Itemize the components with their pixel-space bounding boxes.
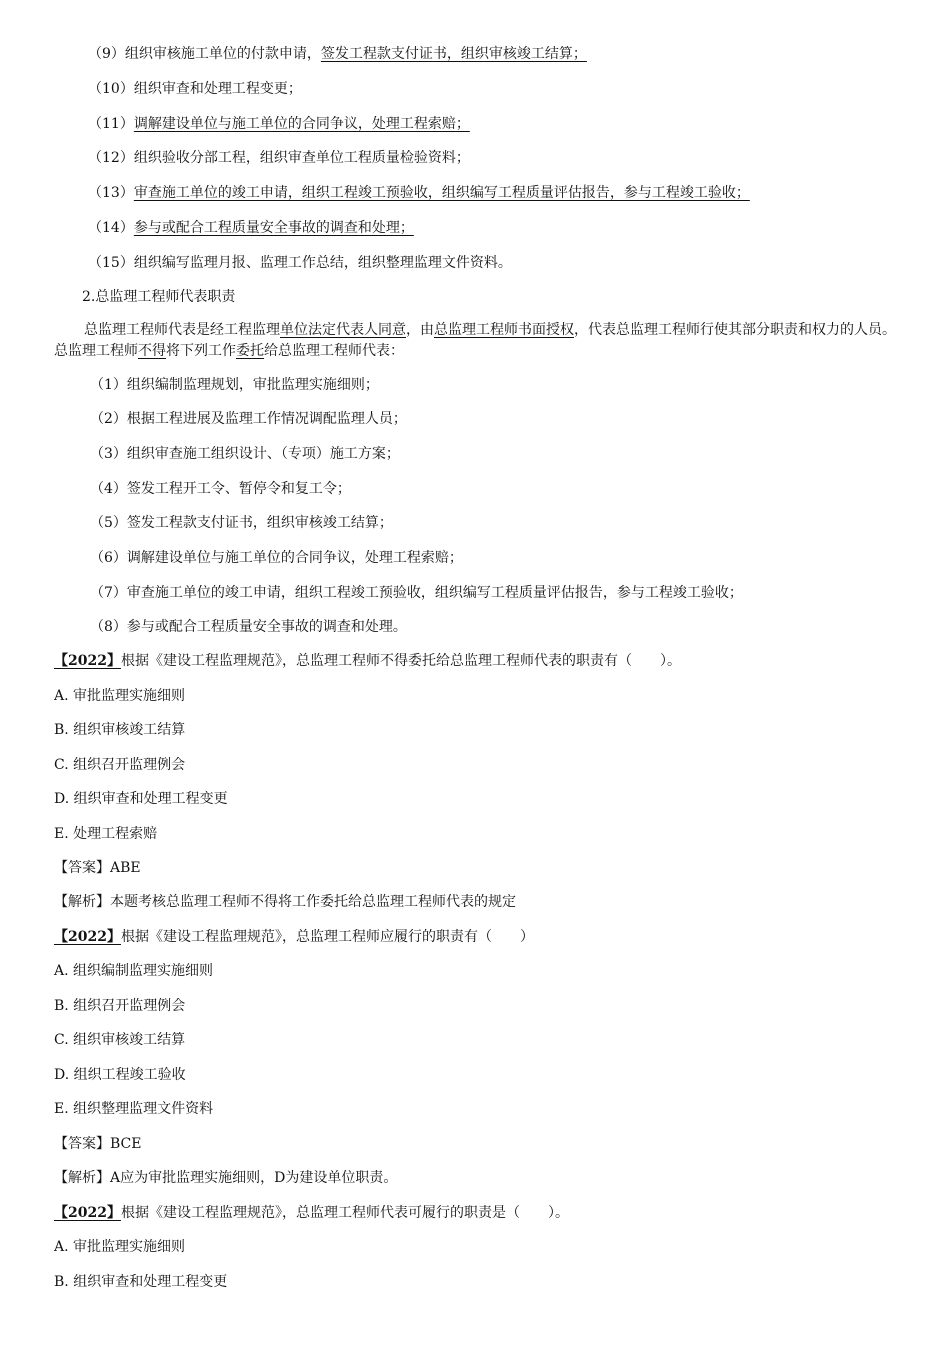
duty-item-10: （10）组织审查和处理工程变更；: [88, 81, 302, 97]
question-3-option-b: B. 组织审查和处理工程变更: [54, 1274, 228, 1290]
question-1-option-a: A. 审批监理实施细则: [54, 688, 186, 704]
question-1-option-c: C. 组织召开监理例会: [54, 757, 186, 773]
deputy-item-4: （4）签发工程开工令、暂停令和复工令；: [90, 481, 351, 497]
question-1-answer: 【答案】ABE: [54, 860, 141, 876]
deputy-item-7: （7）审查施工单位的竣工申请，组织工程竣工预验收，组织编写工程质量评估报告，参与工程竣工验收；: [90, 585, 743, 601]
question-2-option-c: C. 组织审核竣工结算: [54, 1032, 186, 1048]
question-2-answer: 【答案】BCE: [54, 1136, 142, 1152]
question-1-option-e: E. 处理工程索赔: [54, 826, 158, 842]
question-1-option-b: B. 组织审核竣工结算: [54, 722, 186, 738]
question-2-option-e: E. 组织整理监理文件资料: [54, 1101, 214, 1117]
deputy-item-3: （3）组织审查施工组织设计、（专项）施工方案；: [90, 446, 400, 462]
deputy-item-8: （8）参与或配合工程质量安全事故的调查和处理。: [90, 619, 407, 635]
question-1-stem: 【2022】根据《建设工程监理规范》，总监理工程师不得委托给总监理工程师代表的职责有（ ）。: [54, 653, 681, 669]
deputy-item-2: （2）根据工程进展及监理工作情况调配监理人员；: [90, 411, 407, 427]
question-2-option-a: A. 组织编制监理实施细则: [54, 963, 214, 979]
question-3-stem: 【2022】根据《建设工程监理规范》，总监理工程师代表可履行的职责是（ ）。: [54, 1205, 569, 1221]
question-2-option-b: B. 组织召开监理例会: [54, 998, 186, 1014]
section-heading: 2.总监理工程师代表职责: [82, 289, 236, 305]
question-1-analysis: 【解析】本题考核总监理工程师不得将工作委托给总监理工程师代表的规定: [54, 894, 516, 910]
intro-paragraph: 总监理工程师代表是经工程监理单位法定代表人同意，由总监理工程师书面授权，代表总监理工程师行使其部分职责和权力的人员。总监理工程师不得将下列工作委托给总监理工程师代表：: [54, 322, 896, 359]
question-3-option-a: A. 审批监理实施细则: [54, 1239, 186, 1255]
question-2-option-d: D. 组织工程竣工验收: [54, 1067, 186, 1083]
duty-item-12: （12）组织验收分部工程，组织审查单位工程质量检验资料；: [88, 150, 470, 166]
deputy-item-1: （1）组织编制监理规划，审批监理实施细则；: [90, 377, 379, 393]
deputy-item-6: （6）调解建设单位与施工单位的合同争议，处理工程索赔；: [90, 550, 463, 566]
question-1-option-d: D. 组织审查和处理工程变更: [54, 791, 228, 807]
year-tag: 【2022】: [54, 1205, 121, 1221]
duty-item-11: （11）调解建设单位与施工单位的合同争议，处理工程索赔；: [88, 116, 470, 132]
duty-item-15: （15）组织编写监理月报、监理工作总结，组织整理监理文件资料。: [88, 255, 512, 271]
question-2-analysis: 【解析】A应为审批监理实施细则，D为建设单位职责。: [54, 1170, 398, 1186]
deputy-item-5: （5）签发工程款支付证书，组织审核竣工结算；: [90, 515, 393, 531]
year-tag: 【2022】: [54, 653, 121, 669]
duty-item-14: （14）参与或配合工程质量安全事故的调查和处理；: [88, 220, 414, 236]
year-tag: 【2022】: [54, 929, 121, 945]
duty-item-9: （9）组织审核施工单位的付款申请，签发工程款支付证书，组织审核竣工结算；: [88, 46, 587, 62]
question-2-stem: 【2022】根据《建设工程监理规范》，总监理工程师应履行的职责有（ ）: [54, 929, 534, 945]
duty-item-13: （13）审查施工单位的竣工申请，组织工程竣工预验收，组织编写工程质量评估报告，参与工程竣工验收；: [88, 185, 750, 201]
